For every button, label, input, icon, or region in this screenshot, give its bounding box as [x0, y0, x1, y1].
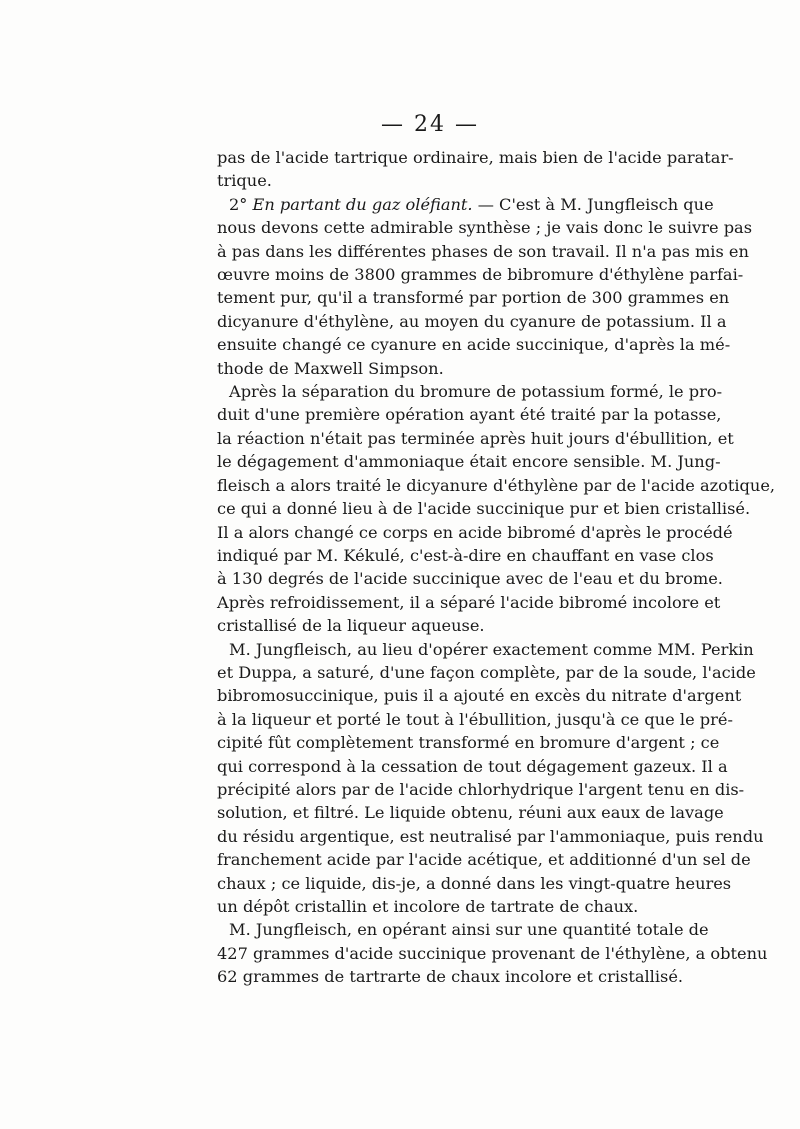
text-line: M. Jungfleisch, en opérant ainsi sur une quantité totale de: [229, 920, 709, 940]
text-line: nous devons cette admirable synthèse ; je vais donc le suivre pas: [217, 218, 753, 238]
text-line: précipité alors par de l'acide chlorhydrique l'argent tenu en dis-: [217, 779, 745, 799]
text-line: 62 grammes de tartrarte de chaux incolore et cristallisé.: [217, 967, 684, 987]
paragraph: [217, 638, 764, 919]
text-line: à pas dans les différentes phases de son travail. Il n'a pas mis en: [217, 241, 749, 261]
text-line: franchement acide par l'acide acétique, et additionné d'un sel de: [217, 850, 751, 870]
text-line: solution, et filtré. Le liquide obtenu, réuni aux eaux de lavage: [217, 803, 724, 823]
paragraph: [217, 380, 776, 637]
text-line: et Duppa, a saturé, d'une façon complète, par de la soude, l'acide: [217, 662, 756, 682]
text-line: du résidu argentique, est neutralisé par l'ammoniaque, puis rendu: [217, 826, 764, 846]
text-line: cristallisé de la liqueur aqueuse.: [217, 616, 485, 636]
text-line: à 130 degrés de l'acide succinique avec de l'eau et du brome.: [217, 569, 723, 589]
paragraph: [217, 918, 768, 988]
text-line: Après la séparation du bromure de potassium formé, le pro-: [229, 382, 723, 402]
text-line: 2° En partant du gaz oléfiant. — C'est à M. Jungfleisch que: [229, 194, 714, 214]
text-line: à la liqueur et porté le tout à l'ébullition, jusqu'à ce que le pré-: [217, 709, 733, 729]
text-line: chaux ; ce liquide, dis-je, a donné dans les vingt-quatre heures: [217, 873, 732, 893]
text-line: le dégagement d'ammoniaque était encore sensible. M. Jung-: [217, 452, 721, 472]
text-line: fleisch a alors traité le dicyanure d'éthylène par de l'acide azotique,: [217, 475, 776, 495]
text-line: thode de Maxwell Simpson.: [217, 358, 444, 378]
text-line: duit d'une première opération ayant été traité par la potasse,: [217, 405, 722, 425]
text-line: Il a alors changé ce corps en acide bibromé d'après le procédé: [217, 522, 733, 542]
paragraph: [217, 193, 753, 380]
text-line: œuvre moins de 3800 grammes de bibromure d'éthylène parfai-: [217, 265, 744, 285]
body-text: [217, 146, 776, 989]
text-line: dicyanure d'éthylène, au moyen du cyanure de potassium. Il a: [217, 311, 727, 331]
paragraph: [217, 146, 734, 193]
text-line: indiqué par M. Kékulé, c'est-à-dire en chauffant en vase clos: [217, 545, 714, 565]
text-line: 427 grammes d'acide succinique provenant de l'éthylène, a obtenu: [217, 943, 768, 963]
text-line: ce qui a donné lieu à de l'acide succinique pur et bien cristallisé.: [217, 499, 751, 519]
text-line: qui correspond à la cessation de tout dégagement gazeux. Il a: [217, 756, 728, 776]
text-line: pas de l'acide tartrique ordinaire, mais bien de l'acide paratar-: [217, 148, 734, 167]
text-line: un dépôt cristallin et incolore de tartrate de chaux.: [217, 897, 639, 916]
text-line: bibromosuccinique, puis il a ajouté en excès du nitrate d'argent: [217, 686, 742, 706]
page-number: — 24 —: [381, 112, 479, 137]
text-line: cipité fût complètement transformé en bromure d'argent ; ce: [217, 733, 720, 753]
text-line: tement pur, qu'il a transformé par portion de 300 grammes en: [217, 288, 730, 308]
text-line: Après refroidissement, il a séparé l'acide bibromé incolore et: [217, 592, 721, 612]
text-line: M. Jungfleisch, au lieu d'opérer exactement comme MM. Perkin: [229, 639, 754, 659]
text-line: la réaction n'était pas terminée après huit jours d'ébullition, et: [217, 428, 734, 448]
text-line: ensuite changé ce cyanure en acide succinique, d'après la mé-: [217, 335, 731, 355]
text-line: trique.: [217, 171, 272, 191]
